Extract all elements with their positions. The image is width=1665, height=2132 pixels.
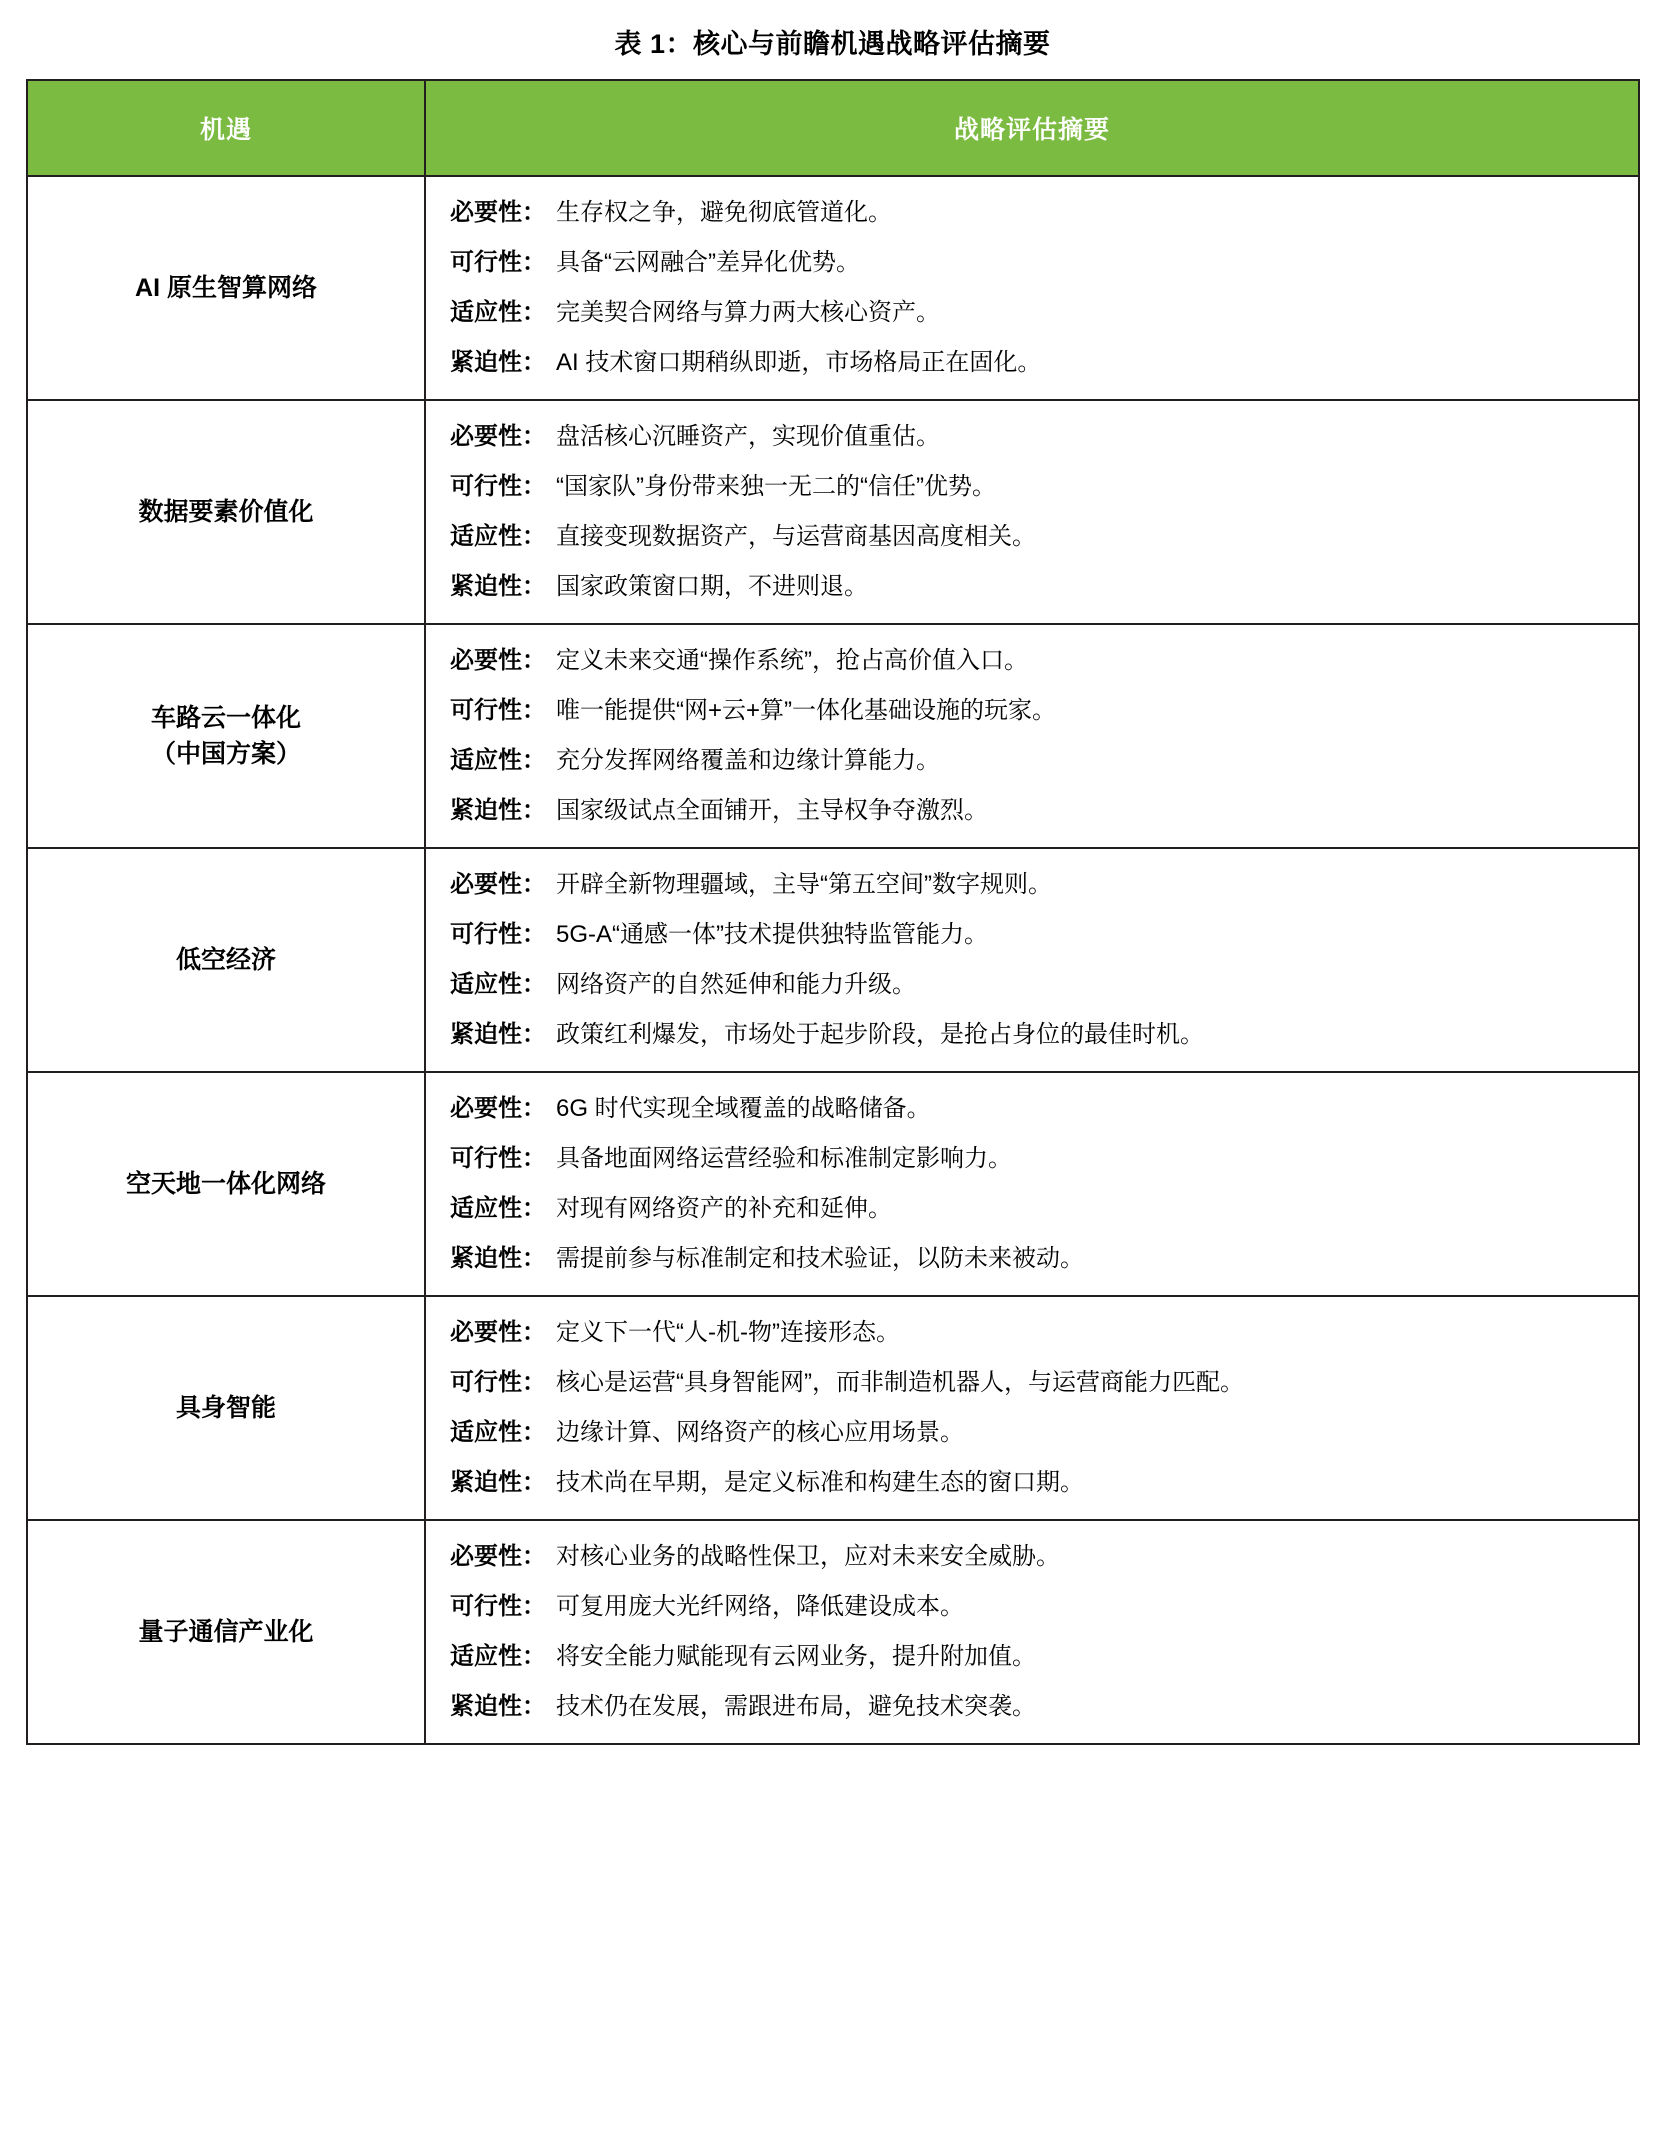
summary-cell — [425, 400, 1639, 624]
opportunity-cell — [27, 624, 425, 848]
criterion-text: 定义未来交通“操作系统”，抢占高价值入口。 — [556, 647, 1028, 674]
criterion-colon: ： — [522, 647, 546, 674]
criterion-necessity — [450, 1091, 1622, 1127]
criterion-urgency — [450, 1465, 1622, 1501]
table-header — [27, 80, 1639, 176]
criterion-label: 紧迫性 — [450, 1245, 522, 1272]
criterion-label: 适应性 — [450, 299, 522, 326]
criterion-label: 适应性 — [450, 1643, 522, 1670]
table-row — [27, 1072, 1639, 1296]
criterion-text: AI 技术窗口期稍纵即逝，市场格局正在固化。 — [556, 349, 1042, 376]
table-row — [27, 624, 1639, 848]
criterion-feasibility — [450, 917, 1622, 953]
opportunity-cell — [27, 400, 425, 624]
criterion-colon: ： — [522, 349, 546, 376]
criterion-text: 国家政策窗口期，不进则退。 — [556, 573, 868, 600]
summary-cell — [425, 1296, 1639, 1520]
criterion-text: 直接变现数据资产，与运营商基因高度相关。 — [556, 523, 1036, 550]
opportunity-name: 具身智能 — [175, 1393, 276, 1422]
criterion-label: 可行性 — [450, 921, 522, 948]
criterion-text: “国家队”身份带来独一无二的“信任”优势。 — [556, 473, 996, 500]
criterion-urgency — [450, 345, 1622, 381]
criterion-colon: ： — [522, 797, 546, 824]
criterion-label: 必要性 — [450, 1319, 522, 1346]
criterion-text: 对现有网络资产的补充和延伸。 — [556, 1195, 892, 1222]
opportunity-name: 量子通信产业化 — [138, 1617, 314, 1646]
criterion-text: 技术尚在早期，是定义标准和构建生态的窗口期。 — [556, 1469, 1084, 1496]
criterion-text: 国家级试点全面铺开，主导权争夺激烈。 — [556, 797, 988, 824]
criterion-necessity — [450, 195, 1622, 231]
opportunity-name: AI 原生智算网络 — [135, 273, 317, 302]
criterion-label: 紧迫性 — [450, 1021, 522, 1048]
summary-cell — [425, 1072, 1639, 1296]
criterion-necessity — [450, 1539, 1622, 1575]
criterion-label: 可行性 — [450, 1369, 522, 1396]
opportunity-cell — [27, 1072, 425, 1296]
table-row — [27, 176, 1639, 400]
criterion-text: 具备“云网融合”差异化优势。 — [556, 249, 860, 276]
criterion-label: 紧迫性 — [450, 1693, 522, 1720]
criterion-feasibility — [450, 245, 1622, 281]
criterion-necessity — [450, 419, 1622, 455]
opportunity-cell — [27, 1520, 425, 1744]
criterion-text: 核心是运营“具身智能网”，而非制造机器人，与运营商能力匹配。 — [556, 1369, 1244, 1396]
criterion-label: 适应性 — [450, 523, 522, 550]
criterion-colon: ： — [522, 1245, 546, 1272]
criterion-label: 适应性 — [450, 1195, 522, 1222]
page-title: 表 1：核心与前瞻机遇战略评估摘要 — [614, 29, 1051, 59]
criterion-adaptability — [450, 1191, 1622, 1227]
summary-cell — [425, 176, 1639, 400]
strategy-assessment-table — [26, 79, 1640, 1745]
criterion-label: 必要性 — [450, 199, 522, 226]
criterion-text: 盘活核心沉睡资产，实现价值重估。 — [556, 423, 940, 450]
criterion-feasibility — [450, 693, 1622, 729]
criterion-colon: ： — [522, 1543, 546, 1570]
criterion-text: 开辟全新物理疆域，主导“第五空间”数字规则。 — [556, 871, 1052, 898]
criterion-label: 必要性 — [450, 423, 522, 450]
criterion-label: 可行性 — [450, 1593, 522, 1620]
criterion-text: 完美契合网络与算力两大核心资产。 — [556, 299, 940, 326]
criterion-text: 具备地面网络运营经验和标准制定影响力。 — [556, 1145, 1012, 1172]
criterion-text: 可复用庞大光纤网络，降低建设成本。 — [556, 1593, 964, 1620]
criterion-feasibility — [450, 469, 1622, 505]
criterion-label: 必要性 — [450, 871, 522, 898]
criterion-colon: ： — [522, 971, 546, 998]
criterion-label: 适应性 — [450, 971, 522, 998]
criterion-label: 适应性 — [450, 747, 522, 774]
criterion-urgency — [450, 1241, 1622, 1277]
criterion-text: 充分发挥网络覆盖和边缘计算能力。 — [556, 747, 940, 774]
opportunity-name: 数据要素价值化 — [138, 497, 314, 526]
criterion-urgency — [450, 1017, 1622, 1053]
criterion-colon: ： — [522, 1319, 546, 1346]
criterion-feasibility — [450, 1589, 1622, 1625]
criterion-label: 必要性 — [450, 1095, 522, 1122]
criterion-colon: ： — [522, 1643, 546, 1670]
column-header-summary: 战略评估摘要 — [425, 80, 1639, 176]
criterion-necessity — [450, 643, 1622, 679]
table-body — [27, 176, 1639, 1744]
criterion-feasibility — [450, 1365, 1622, 1401]
criterion-text: 政策红利爆发，市场处于起步阶段，是抢占身位的最佳时机。 — [556, 1021, 1204, 1048]
opportunity-name: 空天地一体化网络 — [125, 1169, 326, 1198]
criterion-colon: ： — [522, 871, 546, 898]
criterion-adaptability — [450, 1639, 1622, 1675]
criterion-colon: ： — [522, 1593, 546, 1620]
opportunity-cell — [27, 1296, 425, 1520]
criterion-text: 技术仍在发展，需跟进布局，避免技术突袭。 — [556, 1693, 1036, 1720]
criterion-text: 5G-A“通感一体”技术提供独特监管能力。 — [556, 921, 988, 948]
opportunity-name-secondary: （中国方案） — [150, 740, 301, 768]
criterion-colon: ： — [522, 1095, 546, 1122]
summary-cell — [425, 1520, 1639, 1744]
criterion-urgency — [450, 569, 1622, 605]
opportunity-cell — [27, 848, 425, 1072]
criterion-colon: ： — [522, 1369, 546, 1396]
criterion-label: 紧迫性 — [450, 349, 522, 376]
criterion-colon: ： — [522, 921, 546, 948]
criterion-colon: ： — [522, 747, 546, 774]
criterion-label: 可行性 — [450, 1145, 522, 1172]
criterion-text: 唯一能提供“网+云+算”一体化基础设施的玩家。 — [556, 697, 1057, 724]
criterion-adaptability — [450, 967, 1622, 1003]
criterion-text: 6G 时代实现全域覆盖的战略储备。 — [556, 1095, 931, 1122]
summary-cell — [425, 848, 1639, 1072]
criterion-adaptability — [450, 743, 1622, 779]
criterion-label: 可行性 — [450, 473, 522, 500]
criterion-label: 可行性 — [450, 249, 522, 276]
table-row — [27, 400, 1639, 624]
column-header-opportunity: 机遇 — [27, 80, 425, 176]
criterion-necessity — [450, 867, 1622, 903]
criterion-label: 必要性 — [450, 1543, 522, 1570]
criterion-colon: ： — [522, 1693, 546, 1720]
criterion-colon: ： — [522, 1469, 546, 1496]
criterion-urgency — [450, 1689, 1622, 1725]
opportunity-name: 车路云一体化 — [150, 703, 301, 732]
criterion-colon: ： — [522, 573, 546, 600]
opportunity-cell — [27, 176, 425, 400]
criterion-colon: ： — [522, 249, 546, 276]
criterion-label: 紧迫性 — [450, 573, 522, 600]
criterion-colon: ： — [522, 423, 546, 450]
criterion-text: 生存权之争，避免彻底管道化。 — [556, 199, 892, 226]
table-row — [27, 848, 1639, 1072]
criterion-colon: ： — [522, 199, 546, 226]
criterion-adaptability — [450, 1415, 1622, 1451]
summary-cell — [425, 624, 1639, 848]
criterion-colon: ： — [522, 1419, 546, 1446]
criterion-text: 将安全能力赋能现有云网业务，提升附加值。 — [556, 1643, 1036, 1670]
criterion-text: 边缘计算、网络资产的核心应用场景。 — [556, 1419, 964, 1446]
criterion-label: 紧迫性 — [450, 797, 522, 824]
criterion-colon: ： — [522, 697, 546, 724]
criterion-colon: ： — [522, 299, 546, 326]
criterion-colon: ： — [522, 473, 546, 500]
criterion-text: 定义下一代“人-机-物”连接形态。 — [556, 1319, 900, 1346]
table-header-row — [27, 80, 1639, 176]
opportunity-name: 低空经济 — [175, 945, 276, 974]
criterion-text: 对核心业务的战略性保卫，应对未来安全威胁。 — [556, 1543, 1060, 1570]
criterion-urgency — [450, 793, 1622, 829]
criterion-adaptability — [450, 295, 1622, 331]
criterion-label: 适应性 — [450, 1419, 522, 1446]
criterion-label: 可行性 — [450, 697, 522, 724]
criterion-adaptability — [450, 519, 1622, 555]
criterion-text: 需提前参与标准制定和技术验证，以防未来被动。 — [556, 1245, 1084, 1272]
criterion-necessity — [450, 1315, 1622, 1351]
criterion-label: 紧迫性 — [450, 1469, 522, 1496]
criterion-colon: ： — [522, 523, 546, 550]
table-row — [27, 1520, 1639, 1744]
criterion-label: 必要性 — [450, 647, 522, 674]
criterion-colon: ： — [522, 1145, 546, 1172]
criterion-colon: ： — [522, 1195, 546, 1222]
table-row — [27, 1296, 1639, 1520]
criterion-feasibility — [450, 1141, 1622, 1177]
criterion-colon: ： — [522, 1021, 546, 1048]
criterion-text: 网络资产的自然延伸和能力升级。 — [556, 971, 916, 998]
